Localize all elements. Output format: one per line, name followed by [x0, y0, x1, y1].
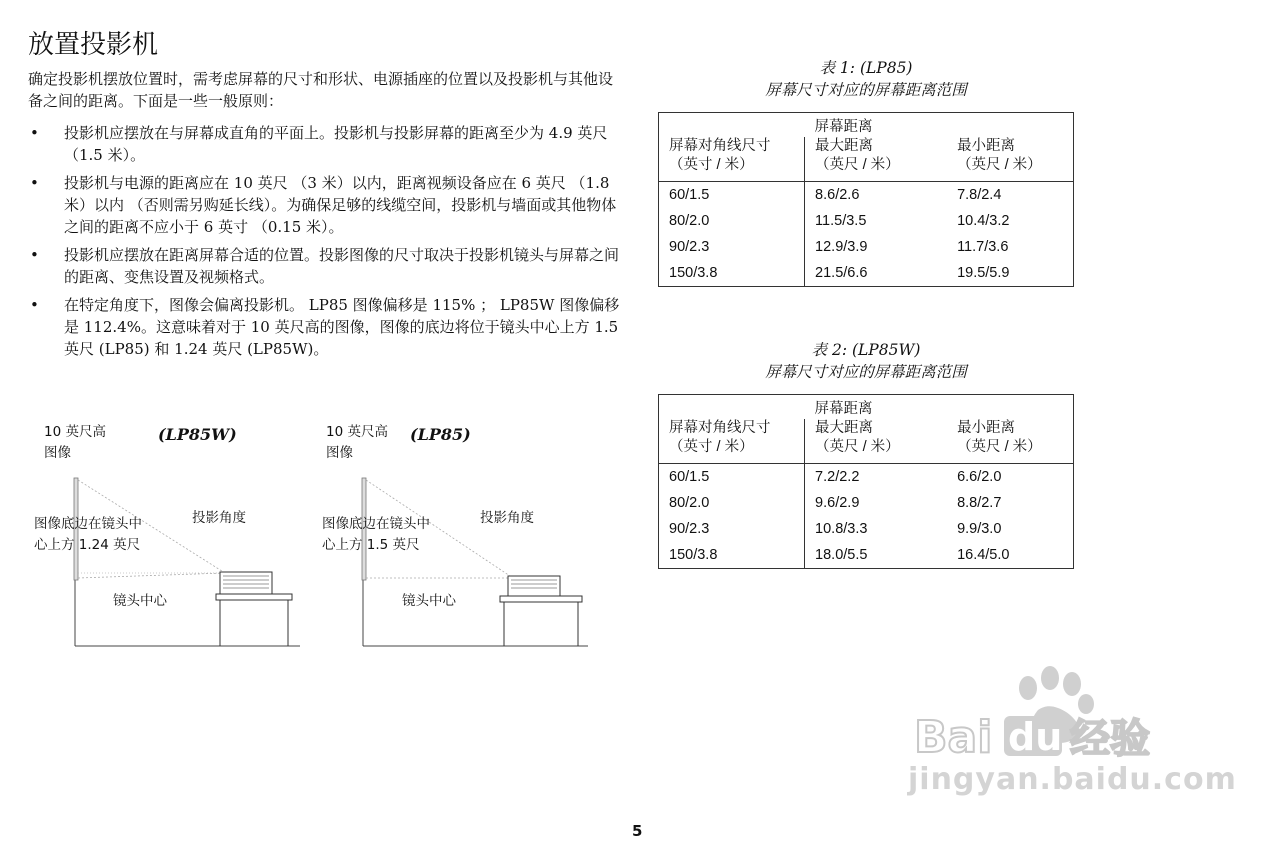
table-column-header: 最小距离 （英尺 / 米） — [947, 419, 1073, 464]
diagram-angle-label: 投影角度 — [480, 510, 534, 526]
diagram-model-label: (LP85W) — [158, 425, 237, 444]
table-group-header: 屏幕距离 — [814, 401, 873, 417]
table-column-header: 屏幕对角线尺寸 （英寸 / 米） — [659, 137, 805, 182]
table-column-header: 最大距离 （英尺 / 米） — [805, 137, 948, 182]
diagram-offset-label: 图像底边在镜头中 心上方 1.5 英尺 — [322, 516, 430, 553]
table-caption: 表 1: (LP85) 屏幕尺寸对应的屏幕距离范围 — [765, 59, 967, 99]
list-item — [28, 244, 620, 288]
bullet-text: 投影机与电源的距离应在 10 英尺 （3 米）以内，距离视频设备应在 6 英尺 （1.8 米）以内 （否则需另购延长线）。为确保足够的线缆空间，投影机与墙面或其他物体之间的距离不应小于 6 英寸 （0.15 米）。 — [64, 174, 617, 236]
table-row: 80/2.0 11.5/3.5 10.4/3.2 — [659, 208, 1074, 234]
diagram-lens-label: 镜头中心 — [402, 593, 456, 609]
projection-diagram-lp85w — [30, 470, 320, 650]
table-row: 60/1.5 8.6/2.6 7.8/2.4 — [659, 182, 1074, 209]
bullet-mark: • — [30, 124, 39, 142]
page-title: 放置投影机 — [28, 30, 159, 60]
bullet-text: 投影机应摆放在与屏幕成直角的平面上。投影机与投影屏幕的距离至少为 4.9 英尺 （1.5 米）。 — [64, 124, 608, 164]
bullet-mark: • — [30, 296, 39, 314]
svg-text:Bai: Bai — [914, 712, 993, 763]
diagram-lens-label: 镜头中心 — [113, 593, 167, 609]
diagram-image-label: 10 英尺高 图像 — [44, 424, 106, 461]
table-caption: 表 2: (LP85W) 屏幕尺寸对应的屏幕距离范围 — [765, 341, 967, 381]
page-number: 5 — [632, 822, 643, 840]
distance-table-lp85 — [658, 112, 1074, 287]
projection-diagram-lp85 — [318, 470, 608, 650]
list-item — [28, 294, 620, 360]
watermark-url: jingyan.baidu.com — [908, 762, 1237, 797]
bullet-text: 在特定角度下，图像会偏离投影机。 LP85 图像偏移是 115% ； LP85W 图像偏移是 112.4%。这意味着对于 10 英尺高的图像，图像的底边将位于镜头中心上方 1.5 英尺 (LP85) 和 1.24 英尺 (LP85W)。 — [64, 296, 620, 358]
list-item — [28, 172, 620, 238]
table-row: 80/2.0 9.6/2.9 8.8/2.7 — [659, 490, 1074, 516]
diagram-model-label: (LP85) — [410, 425, 471, 444]
svg-text:du: du — [1008, 715, 1063, 759]
bullet-text: 投影机应摆放在距离屏幕合适的位置。投影图像的尺寸取决于投影机镜头与屏幕之间的距离、变焦设置及视频格式。 — [64, 246, 620, 286]
table-column-header: 最大距离 （英尺 / 米） — [805, 419, 948, 464]
bullet-mark: • — [30, 174, 39, 192]
diagram-angle-label: 投影角度 — [192, 510, 246, 526]
list-item — [28, 122, 620, 166]
table-row: 150/3.8 21.5/6.6 19.5/5.9 — [659, 260, 1074, 287]
table-row: 90/2.3 12.9/3.9 11.7/3.6 — [659, 234, 1074, 260]
table-row: 150/3.8 18.0/5.5 16.4/5.0 — [659, 542, 1074, 569]
diagram-image-label: 10 英尺高 图像 — [326, 424, 388, 461]
table-row: 60/1.5 7.2/2.2 6.6/2.0 — [659, 464, 1074, 491]
intro-paragraph: 确定投影机摆放位置时，需考虑屏幕的尺寸和形状、电源插座的位置以及投影机与其他设备之间的距离。下面是一些一般原则： — [28, 70, 614, 110]
table-row: 90/2.3 10.8/3.3 9.9/3.0 — [659, 516, 1074, 542]
diagram-offset-label: 图像底边在镜头中 心上方 1.24 英尺 — [34, 516, 142, 553]
guideline-list — [28, 122, 620, 366]
svg-text:经验: 经验 — [1070, 716, 1150, 762]
table-column-header: 最小距离 （英尺 / 米） — [947, 137, 1073, 182]
table-group-header: 屏幕距离 — [814, 119, 873, 135]
distance-table-lp85w — [658, 394, 1074, 569]
table-column-header: 屏幕对角线尺寸 （英寸 / 米） — [659, 419, 805, 464]
bullet-mark: • — [30, 246, 39, 264]
